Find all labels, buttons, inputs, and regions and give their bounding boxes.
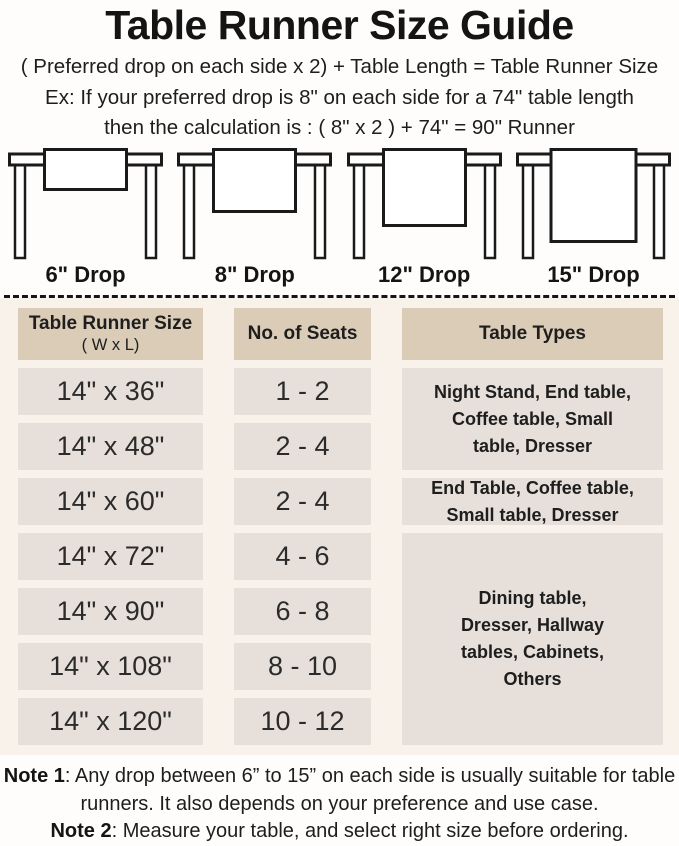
seats-cell-row1: 1 - 2 (234, 368, 371, 415)
size-cell-row1: 14" x 36" (18, 368, 203, 415)
size-table-section (0, 298, 679, 755)
column-header-table-types: Table Types (402, 308, 663, 360)
column-header-runner-size-sub: ( W x L) (81, 336, 140, 355)
illustration-15in-drop (516, 147, 671, 288)
table-runner-drawing-8in (177, 147, 332, 259)
table-types-text-medium-tables: End Table, Coffee table, Small table, Dresser (431, 477, 634, 525)
table-types-cell-large-tables (402, 533, 663, 745)
formula-text: ( Preferred drop on each side x 2) + Table Length = Table Runner Size (20, 55, 659, 79)
table-types-text-large-tables: Dining table, Dresser, Hallway tables, Cabinets, Others (460, 588, 605, 690)
column-header-runner-size-title: Table Runner Size (28, 313, 193, 335)
table-runner-drawing-6in (8, 147, 163, 259)
illustration-6in-drop (8, 147, 163, 288)
size-cell-row5: 14" x 90" (18, 588, 203, 635)
notes-section (0, 755, 679, 846)
table-types-text-small-tables: Night Stand, End table, Coffee table, Small table, Dresser (434, 381, 631, 456)
illustration-12in-drop (347, 147, 502, 288)
example-text-line1: Ex: If your preferred drop is 8" on each side for a 74" table length (45, 86, 634, 110)
drop-label-6in: 6" Drop (45, 262, 126, 288)
note-2-label: Note 2 (50, 820, 112, 843)
seats-cell-row6: 8 - 10 (234, 643, 371, 690)
size-table (18, 308, 679, 745)
table-runner-drawing-15in (516, 147, 671, 259)
page-title: Table Runner Size Guide (105, 2, 574, 48)
table-types-cell-medium-tables (402, 478, 663, 525)
drop-label-15in: 15" Drop (547, 262, 640, 288)
size-cell-row2: 14" x 48" (18, 423, 203, 470)
size-cell-row4: 14" x 72" (18, 533, 203, 580)
note-1-label: Note 1 (3, 765, 65, 788)
drop-illustrations-row (0, 147, 679, 288)
size-cell-row7: 14" x 120" (18, 698, 203, 745)
drop-label-12in: 12" Drop (377, 262, 471, 288)
note-2-text: : Measure your table, and select right size before ordering. (111, 820, 629, 843)
column-header-seats: No. of Seats (234, 308, 371, 360)
note-1 (2, 763, 677, 818)
illustration-8in-drop (177, 147, 332, 288)
note-2 (2, 818, 677, 846)
table-runner-drawing-12in (347, 147, 502, 259)
note-1-text: : Any drop between 6” to 15” on each side is usually suitable for table runners. It also depends on your preference and use case. (64, 765, 676, 815)
seats-cell-row2: 2 - 4 (234, 423, 371, 470)
table-types-cell-small-tables (402, 368, 663, 470)
header-section (0, 0, 679, 141)
example-text-line2: then the calculation is : ( 8" x 2 ) + 74" = 90" Runner (104, 115, 575, 139)
seats-cell-row7: 10 - 12 (234, 698, 371, 745)
size-cell-row6: 14" x 108" (18, 643, 203, 690)
seats-cell-row4: 4 - 6 (234, 533, 371, 580)
column-header-runner-size (18, 308, 203, 360)
drop-label-8in: 8" Drop (214, 262, 295, 288)
size-cell-row3: 14" x 60" (18, 478, 203, 525)
seats-cell-row3: 2 - 4 (234, 478, 371, 525)
seats-cell-row5: 6 - 8 (234, 588, 371, 635)
